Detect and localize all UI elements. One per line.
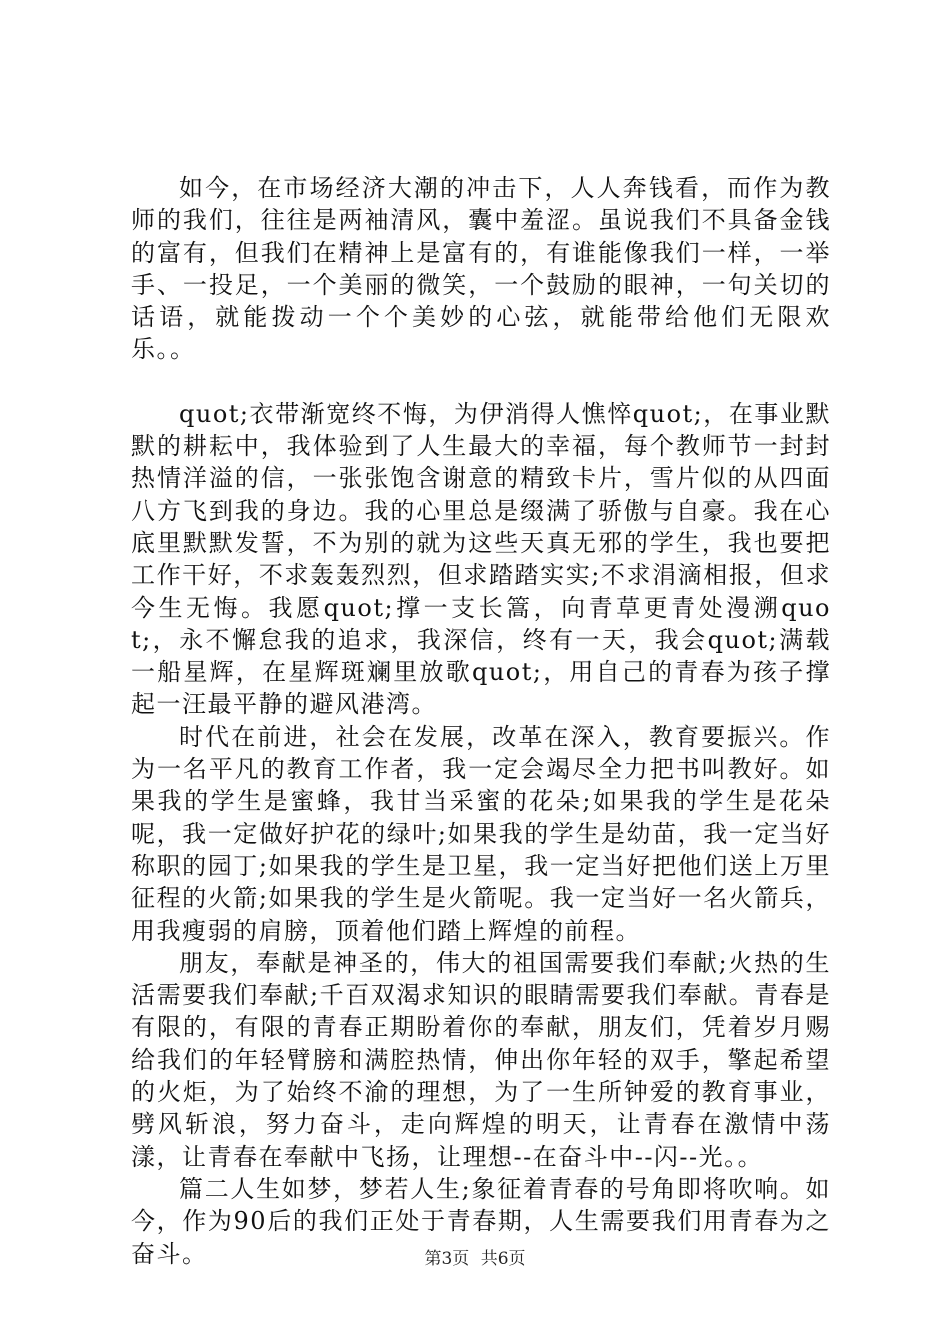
paragraph-spacer: [131, 366, 831, 398]
paragraph-5: 篇二人生如梦，梦若人生;象征着青春的号角即将吹响。如今，作为90后的我们正处于青春期，人生需要我们用青春为之奋斗。: [131, 1174, 831, 1268]
page-footer: [0, 1244, 950, 1269]
page-number: 第3页: [424, 1249, 470, 1269]
paragraph-2: quot;衣带渐宽终不悔，为伊消得人憔悴quot;，在事业默默的耕耘中，我体验到了人生最大的幸福，每个教师节一封封热情洋溢的信，一张张饱含谢意的精致卡片，雪片似的从四面八方飞到我的身边。我的心里总是缀满了骄傲与自豪。我在心底里默默发誓，不为别的就为这些天真无邪的学生，我也要把工作干好，不求轰轰烈烈，但求踏踏实实;不求涓滴相报，但求今生无悔。我愿quot;撑一支长篙，向青草更青处漫溯quot;，永不懈怠我的追求，我深信，终有一天，我会quot;满载一船星辉，在星辉斑斓里放歌quot;，用自己的青春为孩子撑起一汪最平静的避风港湾。: [131, 399, 831, 719]
page-total: 共6页: [480, 1249, 526, 1269]
paragraph-3: 时代在前进，社会在发展，改革在深入，教育要振兴。作为一名平凡的教育工作者，我一定会竭尽全力把书叫教好。如果我的学生是蜜蜂，我甘当采蜜的花朵;如果我的学生是花朵呢，我一定做好护花的绿叶;如果我的学生是幼苗，我一定当好称职的园丁;如果我的学生是卫星，我一定当好把他们送上万里征程的火箭;如果我的学生是火箭呢。我一定当好一名火箭兵，用我瘦弱的肩膀，顶着他们踏上辉煌的前程。: [131, 722, 831, 945]
paragraph-4: 朋友，奉献是神圣的，伟大的祖国需要我们奉献;火热的生活需要我们奉献;千百双渴求知识的眼睛需要我们奉献。青春是有限的，有限的青春正期盼着你的奉献，朋友们，凭着岁月赐给我们的年轻臂膀和满腔热情，伸出你年轻的双手，擎起希望的火炬，为了始终不渝的理想，为了一生所钟爱的教育事业，劈风斩浪，努力奋斗，走向辉煌的明天，让青春在激情中荡漾，让青春在奉献中飞扬，让理想--在奋斗中--闪--光。。: [131, 948, 831, 1171]
paragraph-1: 如今，在市场经济大潮的冲击下，人人奔钱看，而作为教师的我们，往往是两袖清风，囊中羞涩。虽说我们不具备金钱的富有，但我们在精神上是富有的，有谁能像我们一样，一举手、一投足，一个美丽的微笑，一个鼓励的眼神，一句关切的话语，就能拨动一个个美妙的心弦，就能带给他们无限欢乐。。: [131, 174, 831, 364]
document-body: [131, 172, 831, 1270]
